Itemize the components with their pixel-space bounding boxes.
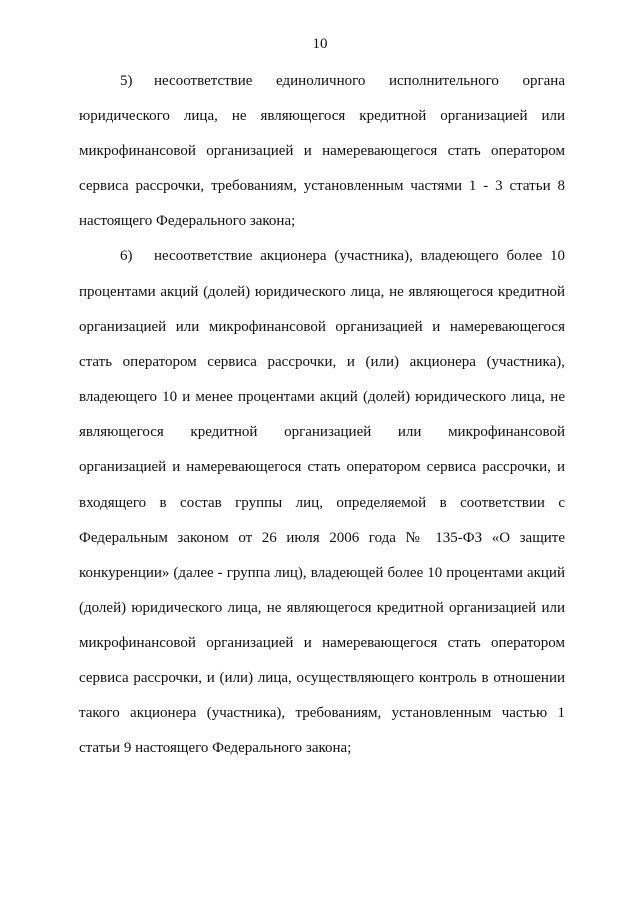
- paragraph-6-line-6: являющегося кредитной организацией или микрофинансовой: [79, 424, 565, 440]
- paragraph-5-number: 5): [120, 73, 133, 89]
- paragraph-6-line-9: Федеральным законом от 26 июля 2006 года № 135-ФЗ «О защите: [79, 530, 565, 546]
- paragraph-5-line-4: сервиса рассрочки, требованиям, установленным частями 1 - 3 статьи 8: [79, 178, 565, 194]
- paragraph-6-line-4: стать оператором сервиса рассрочки, и (или) акционера (участника),: [79, 354, 565, 370]
- paragraph-6-line-1: несоответствие акционера (участника), владеющего более 10: [154, 248, 565, 264]
- paragraph-6-line-14: такого акционера (участника), требованиям, установленным частью 1: [79, 705, 565, 721]
- paragraph-6-line-2: процентами акций (долей) юридического лица, не являющегося кредитной: [79, 284, 565, 300]
- paragraph-6-line-8: входящего в состав группы лиц, определяемой в соответствии с: [79, 495, 565, 511]
- paragraph-6-line-11: (долей) юридического лица, не являющегося кредитной организацией или: [79, 600, 565, 616]
- paragraph-5-line-5: настоящего Федерального закона;: [79, 213, 296, 229]
- paragraph-6-line-5: владеющего 10 и менее процентами акций (долей) юридического лица, не: [79, 389, 565, 405]
- paragraph-5-line-3: микрофинансовой организацией и намеревающегося стать оператором: [79, 143, 565, 159]
- paragraph-6-line-15: статьи 9 настоящего Федерального закона;: [79, 740, 352, 756]
- page-number: 10: [312, 36, 328, 52]
- paragraph-6-line-7: организацией и намеревающегося стать оператором сервиса рассрочки, и: [79, 459, 565, 475]
- paragraph-6-line-10: конкуренции» (далее - группа лиц), владеющей более 10 процентами акций: [79, 565, 565, 581]
- paragraph-5-line-2: юридического лица, не являющегося кредитной организацией или: [79, 108, 565, 124]
- paragraph-5-line-1: несоответствие единоличного исполнительного органа: [154, 73, 565, 89]
- paragraph-6-line-3: организацией или микрофинансовой организацией и намеревающегося: [79, 319, 565, 335]
- paragraph-6-line-12: микрофинансовой организацией и намеревающегося стать оператором: [79, 635, 565, 651]
- paragraph-6-number: 6): [120, 248, 133, 264]
- paragraph-6-line-13: сервиса рассрочки, и (или) лица, осуществляющего контроль в отношении: [79, 670, 565, 686]
